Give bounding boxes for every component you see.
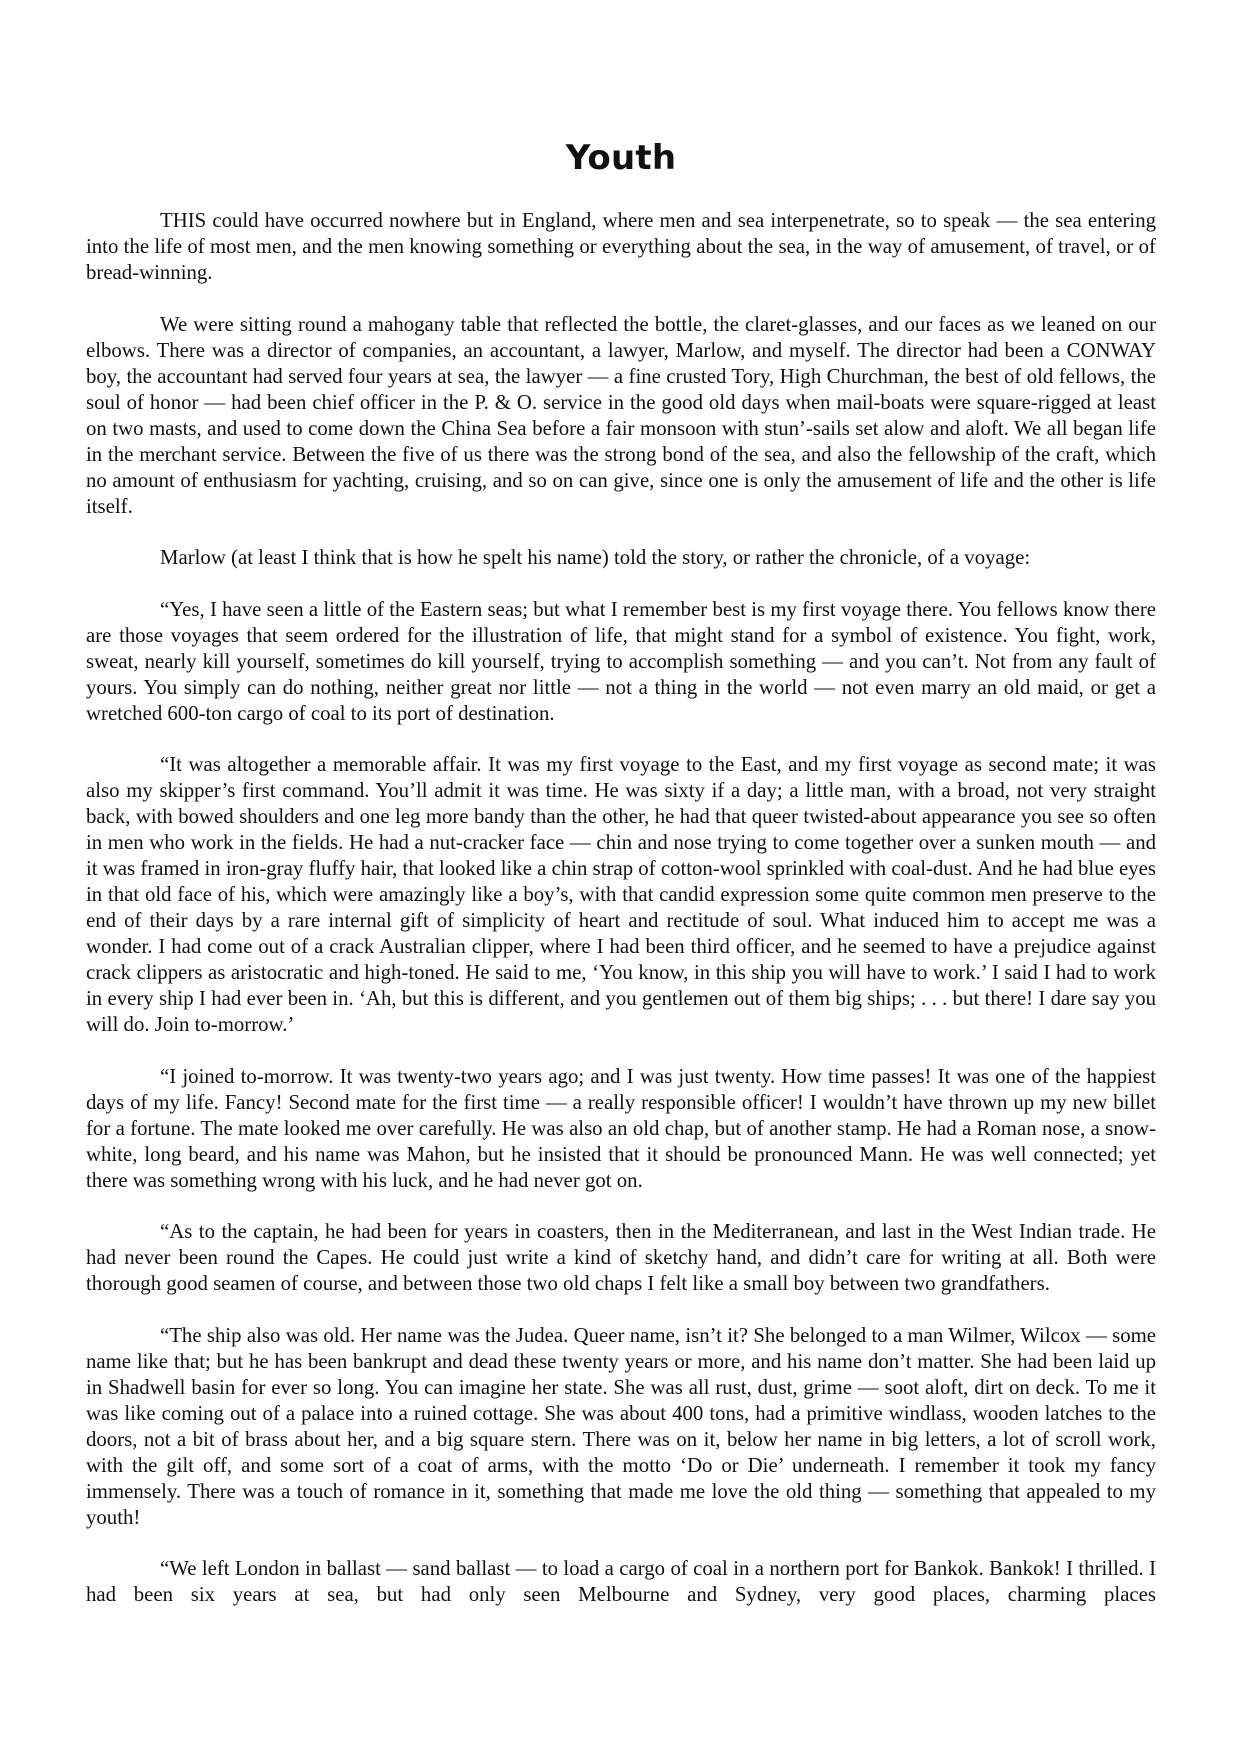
paragraph-8: “The ship also was old. Her name was the Judea. Queer name, isn’t it? She belonged to a man Wilmer, Wilcox — some name like that; but he has been bankrupt and dead these twenty years or more, and his name don’t matter. She had been laid up in Shadwell basin for ever so long. You can imagine her state. She was all rust, dust, grime — soot aloft, dirt on deck. To me it was like coming out of a palace into a ruined cottage. She was about 400 tons, had a primitive windlass, wooden latches to the doors, not a bit of brass about her, and a big square stern. There was on it, below her name in big letters, a lot of scroll work, with the gilt off, and some sort of a coat of arms, with the motto ‘Do or Die’ underneath. I remember it took my fancy immensely. There was a touch of romance in it, something that made me love the old thing — something that appealed to my youth! bbox=[86, 1323, 1156, 1529]
paragraph-3: Marlow (at least I think that is how he spelt his name) told the story, or rather the chronicle, of a voyage: bbox=[160, 546, 1031, 569]
paragraph-6: “I joined to-morrow. It was twenty-two years ago; and I was just twenty. How time passes! It was one of the happiest days of my life. Fancy! Second mate for the first time — a really responsible officer! I wouldn’t have thrown up my new billet for a fortune. The mate looked me over carefully. He was also an old chap, but of another stamp. He had a Roman nose, a snow-white, long beard, and his name was Mahon, but he insisted that it should be pronounced Mann. He was well connected; yet there was something wrong with his luck, and he had never got on. bbox=[86, 1064, 1156, 1192]
paragraph-2: We were sitting round a mahogany table that reflected the bottle, the claret-glasses, and our faces as we leaned on our elbows. There was a director of companies, an accountant, a lawyer, Marlow, and myself. The director had been a CONWAY boy, the accountant had served four years at sea, the lawyer — a fine crusted Tory, High Churchman, the best of old fellows, the soul of honor — had been chief officer in the P. & O. service in the good old days when mail-boats were square-rigged at least on two masts, and used to come down the China Sea before a fair monsoon with stun’-sails set alow and aloft. We all began life in the merchant service. Between the five of us there was the strong bond of the sea, and also the fellowship of the craft, which no amount of enthusiasm for yachting, cruising, and so on can give, since one is only the amusement of life and the other is life itself. bbox=[86, 312, 1156, 518]
document-page bbox=[86, 0, 1156, 1608]
paragraph-5: “It was altogether a memorable affair. It was my first voyage to the East, and my first voyage as second mate; it was also my skipper’s first command. You’ll admit it was time. He was sixty if a day; a little man, with a broad, not very straight back, with bowed shoulders and one leg more bandy than the other, he had that queer twisted-about appearance you see so often in men who work in the fields. He had a nut-cracker face — chin and nose trying to come together over a sunken mouth — and it was framed in iron-gray fluffy hair, that looked like a chin strap of cotton-wool sprinkled with coal-dust. And he had blue eyes in that old face of his, which were amazingly like a boy’s, with that candid expression some quite common men preserve to the end of their days by a rare internal gift of simplicity of heart and rectitude of soul. What induced him to accept me was a wonder. I had come out of a crack Australian clipper, where I had been third officer, and he seemed to have a prejudice against crack clippers as aristocratic and high-toned. He said to me, ‘You know, in this ship you will have to work.’ I said I had to work in every ship I had ever been in. ‘Ah, but this is different, and you gentlemen out of them big ships; . . . but there! I dare say you will do. Join to-morrow.’ bbox=[86, 753, 1156, 1036]
paragraph-7: “As to the captain, he had been for years in coasters, then in the Mediterranean, and last in the West Indian trade. He had never been round the Capes. He could just write a kind of sketchy hand, and didn’t care for writing at all. Both were thorough good seamen of course, and between those two old chaps I felt like a small boy between two grandfathers. bbox=[86, 1220, 1156, 1295]
page-title: Youth bbox=[565, 138, 677, 178]
paragraph-1: THIS could have occurred nowhere but in England, where men and sea interpenetrate, so to speak — the sea entering into the life of most men, and the men knowing something or everything about the sea, in the way of amusement, of travel, or of bread-winning. bbox=[86, 209, 1156, 284]
paragraph-9: “We left London in ballast — sand ballast — to load a cargo of coal in a northern port for Bankok. Bankok! I thrilled. I had been six years at sea, but had only seen Melbourne and Sydney, very good places, charming places bbox=[86, 1557, 1156, 1606]
paragraph-4: “Yes, I have seen a little of the Eastern seas; but what I remember best is my first voyage there. You fellows know there are those voyages that seem ordered for the illustration of life, that might stand for a symbol of existence. You fight, work, sweat, nearly kill yourself, sometimes do kill yourself, trying to accomplish something — and you can’t. Not from any fault of yours. You simply can do nothing, neither great nor little — not a thing in the world — not even marry an old maid, or get a wretched 600-ton cargo of coal to its port of destination. bbox=[86, 597, 1156, 725]
